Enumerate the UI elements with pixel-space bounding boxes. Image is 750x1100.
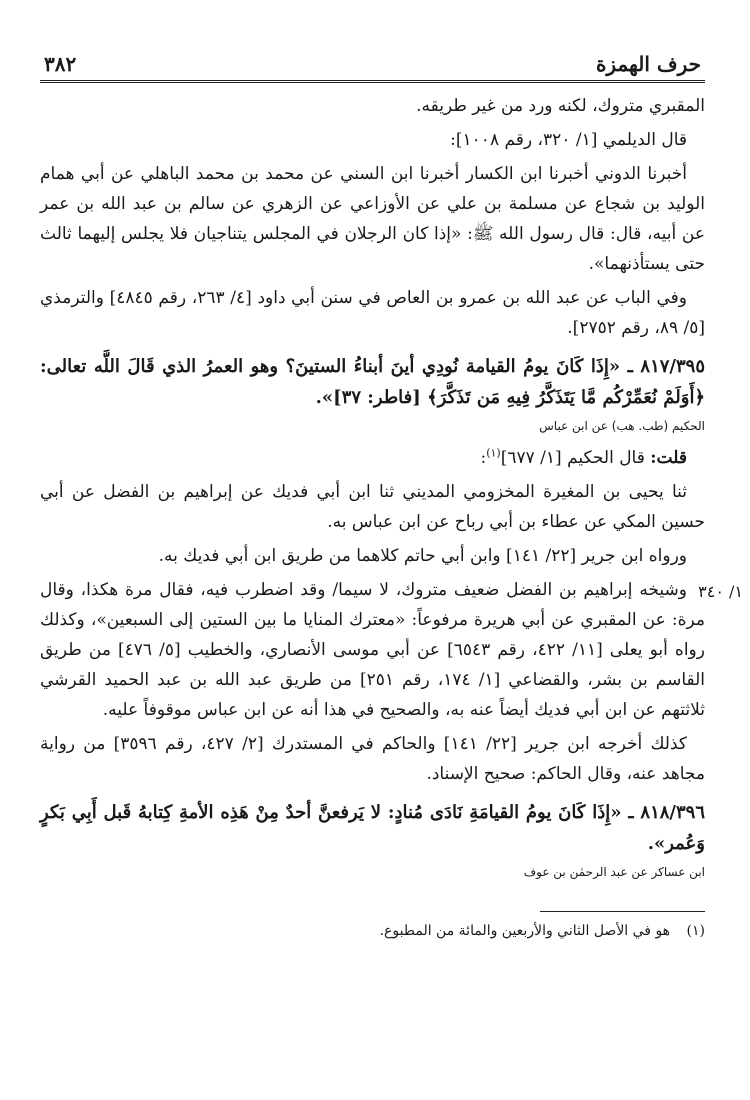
paragraph: كذلك أخرجه ابن جرير [٢٢/ ١٤١] والحاكم في المستدرك [٢/ ٤٢٧، رقم ٣٥٩٦] من رواية مجاهد عنه، وقال الحاكم: صحيح الإسناد. <box>40 734 705 784</box>
paragraph: قال الديلمي [١/ ٣٢٠، رقم ١٠٠٨]: <box>450 130 687 150</box>
page-body <box>40 91 743 942</box>
footnote-number: (١) <box>686 923 705 939</box>
quran-reference: [فاطر: ٣٧]». <box>315 387 421 408</box>
footnote <box>40 920 705 942</box>
hadith-source: الحكيم (طب. هب) عن ابن عباس <box>539 419 705 433</box>
hadith-395 <box>40 351 705 413</box>
paragraph: وشيخه إبراهيم بن الفضل ضعيف متروك، لا سيما/ وقد اضطرب فيه، فقال مرة هكذا، وقال مرة: عن المقبري عن أبي هريرة مرفوعاً: «معترك المنايا ما بين الستين إلى السبعين»، وكذلك رواه أبو يعلى [١١/ ٤٢٢، رقم ٦٥٤٣] عن أبي موسى الأنصاري، والخطيب [٥/ ٤٧٦] من طريق القاسم بن بشر، والقضاعي [١/ ١٧٤، رقم ٢٥١] من طريق عبد الله بن عبد الحميد القرشي ثلاثتهم عن ابن أبي فديك أيضاً عنه به، والصحيح في هذا أنه عن ابن عباس موقوفاً عليه. <box>40 580 706 720</box>
paragraph: أخبرنا الدوني أخبرنا ابن الكسار أخبرنا ابن السني عن محمد بن محمد الباهلي عن أبي همام الوليد بن شجاع عن مسلمة بن علي عن الأوزاعي عن الزهري عن سالم بن عبد الله بن عمر عن أبيه، قال: قال رسول الله ﷺ: «إذا كان الرجلان في المجلس يتناجيان فلا يجلس إليهما ثالث حتى يستأذنهما». <box>40 164 705 274</box>
page-header <box>40 40 705 83</box>
section-title: حرف الهمزة <box>595 52 701 76</box>
footnote-divider <box>540 911 705 912</box>
paragraph: ورواه ابن جرير [٢٢/ ١٤١] وابن أبي حاتم كلاهما من طريق ابن أبي فديك به. <box>158 546 687 566</box>
hadith-source: ابن عساكر عن عبد الرحمٰن بن عوف <box>523 865 705 879</box>
qultu-label: قلت: <box>650 448 687 468</box>
footnote-text: هو في الأصل الثاني والأربعين والمائة من المطبوع. <box>379 923 671 939</box>
hadith-text: ٨١٧/٣٩٥ ـ «إِذَا كَانَ يومُ القيامة نُودِي أينَ أبناءُ الستينَ؟ وهو العمرُ الذي قَالَ اللَّه تعالى: <box>40 356 705 377</box>
footnote-marker: (١) <box>486 446 501 460</box>
paragraph: المقبري متروك، لكنه ورد من غير طريقه. <box>416 96 705 116</box>
quran-verse: ﴿أَوَلَمْ نُعَمِّرْكُم مَّا يَتَذَكَّرُ فِيهِ مَن تَذَكَّرَ﴾ <box>427 387 705 408</box>
paragraph-text: قال الحكيم [١/ ٦٧٧] <box>500 448 645 468</box>
hadith-396: ٨١٨/٣٩٦ ـ «إِذَا كَانَ يومُ القيامَةِ نَادَى مُنادٍ: لا يَرفعنَّ أحدٌ مِنْ هَذِه الأمةِ كِتابهُ قَبل أَبِي بَكرٍ وَعُمر». <box>40 802 705 854</box>
paragraph: ثنا يحيى بن المغيرة المخزومي المديني ثنا ابن أبي فديك عن إبراهيم بن الفضل عن أبي حسين المكي عن عطاء بن أبي رباح عن ابن عباس به. <box>40 482 705 532</box>
page-number: ٣٨٢ <box>44 52 77 76</box>
paragraph <box>40 443 705 473</box>
paragraph-with-margin <box>40 575 743 725</box>
margin-reference: ١/ ٣٤٠ <box>698 582 743 601</box>
page <box>40 40 743 942</box>
paragraph: وفي الباب عن عبد الله بن عمرو بن العاص في سنن أبي داود [٤/ ٢٦٣، رقم ٤٨٤٥] والترمذي [٥/ ٨٩، رقم ٢٧٥٢]. <box>40 288 705 338</box>
paragraph-text: : <box>480 448 487 468</box>
